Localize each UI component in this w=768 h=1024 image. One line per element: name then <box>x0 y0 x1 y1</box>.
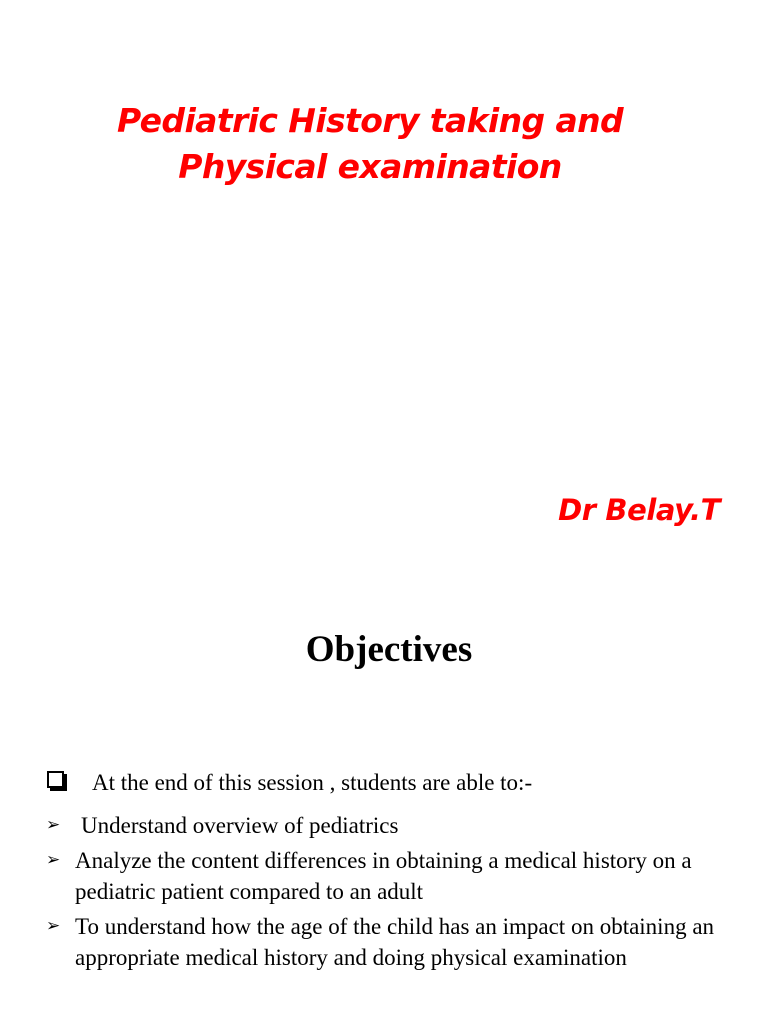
objectives-list <box>46 810 738 977</box>
objectives-intro <box>46 768 748 798</box>
arrow-bullet-icon: ➢ <box>46 916 61 936</box>
list-item <box>46 845 738 907</box>
list-item <box>46 911 738 973</box>
slide-title-line-2: Physical examination <box>178 147 562 186</box>
author-name: Dr Belay.T <box>558 493 720 527</box>
slide-title <box>0 98 740 190</box>
slide-title-line-1: Pediatric History taking and <box>116 101 624 140</box>
list-item-text: Understand overview of pediatrics <box>81 813 399 838</box>
checkbox-bullet-icon <box>46 768 72 798</box>
list-item <box>46 810 738 841</box>
arrow-bullet-icon: ➢ <box>46 850 61 870</box>
objectives-slide <box>0 576 768 1024</box>
objectives-intro-text: At the end of this session , students are able to:- <box>92 770 533 795</box>
list-item-text: Analyze the content differences in obtaining a medical history on a pediatric patient compared to an adult <box>75 848 692 904</box>
objectives-heading: Objectives <box>305 629 473 670</box>
list-item-text: To understand how the age of the child has an impact on obtaining an appropriate medical history and doing physical examination <box>75 914 715 970</box>
arrow-bullet-icon: ➢ <box>46 815 61 835</box>
